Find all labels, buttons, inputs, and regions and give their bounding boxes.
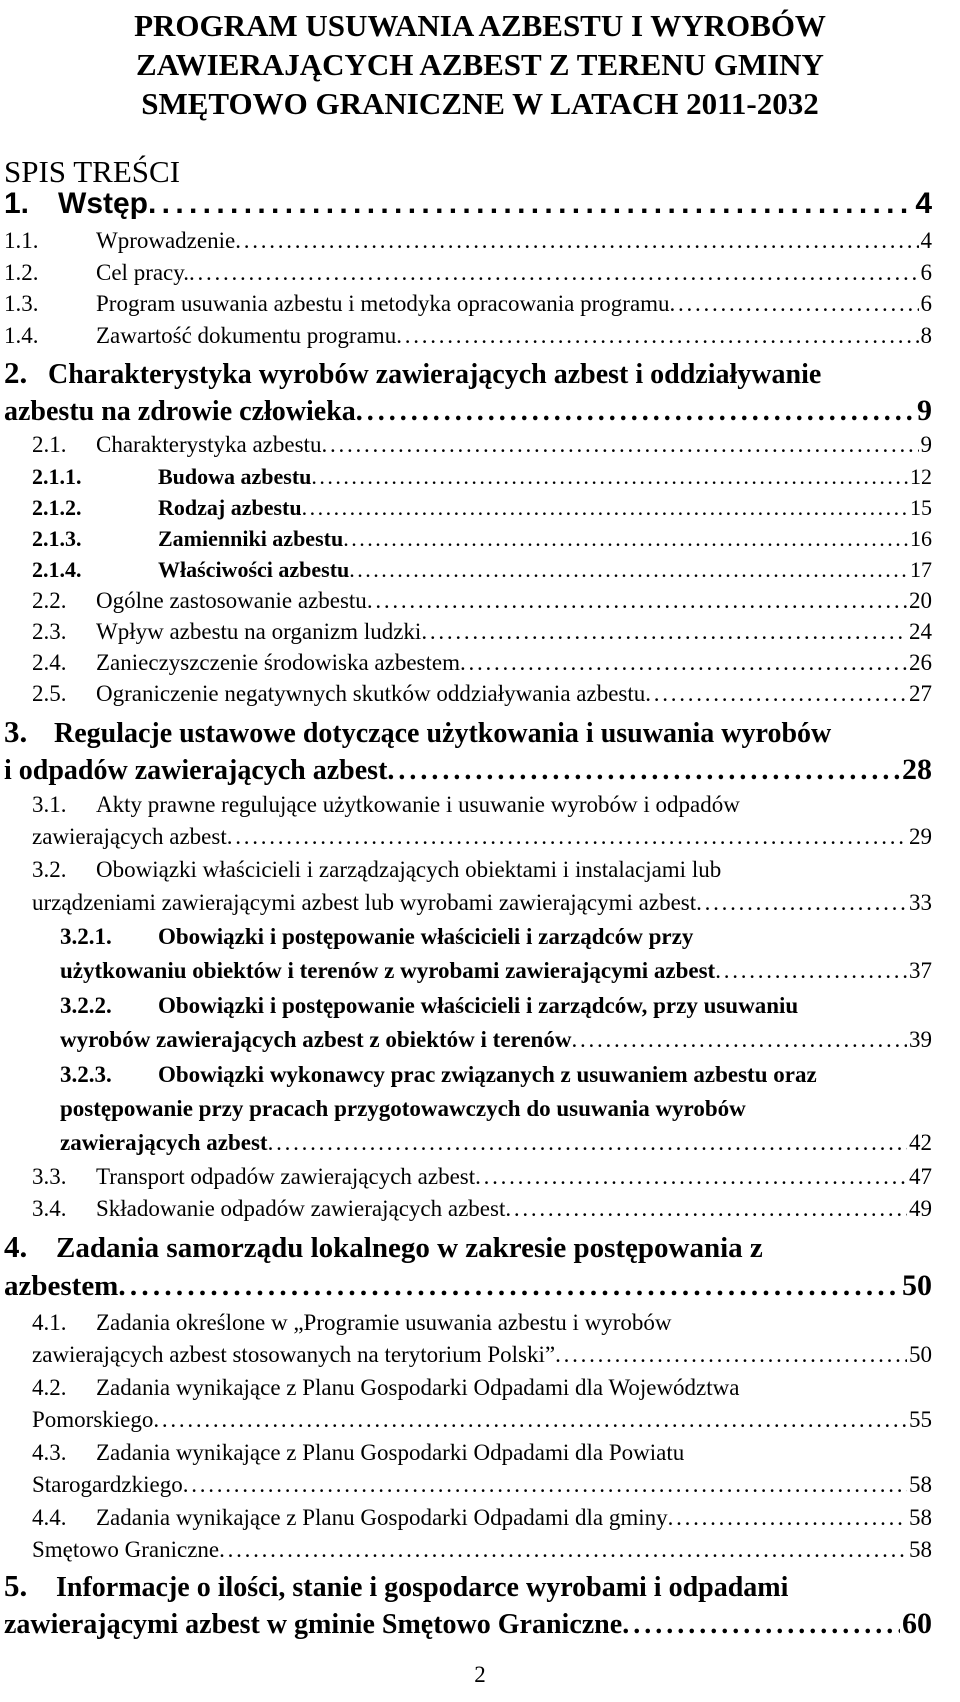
dot-leader bbox=[571, 1025, 907, 1054]
toc-entry-title: Ograniczenie negatywnych skutków oddziaływania azbestu bbox=[96, 681, 646, 706]
toc-entry-page: 37 bbox=[909, 958, 932, 983]
toc-entry-title-cont: zawierających azbest stosowanych na terytorium Polski” bbox=[32, 1342, 556, 1367]
toc-entry-title: Obowiązki i postępowanie właścicieli i zarządców przy bbox=[158, 924, 694, 949]
toc-entry-title: Cel pracy. bbox=[96, 260, 190, 285]
dot-leader bbox=[356, 394, 915, 430]
dot-leader bbox=[367, 587, 907, 614]
toc-entry-number: 2.1.3. bbox=[32, 526, 82, 551]
page-number: 2 bbox=[474, 1662, 486, 1687]
toc-entry[interactable] bbox=[32, 889, 932, 916]
toc-entry-title: Zawartość dokumentu programu bbox=[96, 323, 397, 348]
toc-entry[interactable] bbox=[32, 587, 932, 614]
dot-leader bbox=[219, 1536, 907, 1563]
toc-entry-page: 17 bbox=[910, 557, 932, 582]
toc-entry[interactable] bbox=[32, 525, 932, 552]
toc-entry[interactable] bbox=[32, 1471, 932, 1498]
toc-entry-page: 15 bbox=[910, 495, 932, 520]
toc-entry-title-cont: wyrobów zawierających azbest z obiektów i terenów bbox=[60, 1027, 572, 1052]
toc-entry-line[interactable] bbox=[32, 1309, 671, 1336]
dot-leader bbox=[475, 1163, 907, 1190]
toc-entry-title: Akty prawne regulujące użytkowanie i usuwanie wyrobów i odpadów bbox=[96, 792, 740, 817]
toc-entry-page: 20 bbox=[909, 588, 932, 613]
toc-entry-title: Wprowadzenie bbox=[96, 228, 236, 253]
toc-entry-number: 3.2. bbox=[32, 857, 67, 882]
dot-leader bbox=[715, 956, 907, 985]
toc-entry-title: Charakterystyka azbestu bbox=[96, 432, 322, 457]
toc-entry[interactable] bbox=[32, 1195, 932, 1222]
toc-entry-number: 2.3. bbox=[32, 619, 67, 644]
toc-entry[interactable] bbox=[32, 1163, 932, 1190]
toc-entry-line[interactable] bbox=[60, 922, 693, 951]
dot-leader bbox=[302, 494, 908, 521]
toc-entry-title: Zadania wynikające z Planu Gospodarki Odpadami dla Województwa bbox=[96, 1375, 740, 1400]
toc-entry-page: 58 bbox=[909, 1505, 932, 1530]
toc-entry[interactable] bbox=[32, 1341, 932, 1368]
toc-entry-title-cont: postępowanie przy pracach przygotowawczych do usuwania wyrobów bbox=[60, 1096, 746, 1121]
toc-entry-title: Obowiązki właścicieli i zarządzających obiektami i instalacjami lub bbox=[96, 857, 722, 882]
toc-entry[interactable] bbox=[60, 1025, 932, 1054]
toc-entry[interactable] bbox=[60, 956, 932, 985]
toc-entry-page: 58 bbox=[909, 1537, 932, 1562]
toc-entry[interactable] bbox=[4, 1268, 932, 1304]
document-title: PROGRAM USUWANIA AZBESTU I WYROBÓW ZAWIERAJĄCYCH AZBEST Z TERENU GMINY SMĘTOWO GRANICZNE W LATACH 2011-2032 bbox=[134, 8, 826, 121]
dot-leader bbox=[622, 1607, 900, 1643]
toc-entry-title: Ogólne zastosowanie azbestu bbox=[96, 588, 367, 613]
toc-entry-line[interactable] bbox=[60, 1094, 746, 1123]
toc-entry-page: 27 bbox=[909, 681, 932, 706]
toc-entry-number: 2. bbox=[4, 355, 28, 390]
toc-entry-number: 1.4. bbox=[4, 323, 39, 348]
dot-leader bbox=[227, 823, 907, 850]
toc-entry-line[interactable] bbox=[32, 791, 740, 818]
toc-entry-title: Wstęp bbox=[58, 187, 148, 220]
toc-entry-number: 2.1. bbox=[32, 432, 67, 457]
dot-leader bbox=[460, 649, 907, 676]
toc-entry-page: 50 bbox=[909, 1342, 932, 1367]
toc-entry-line[interactable] bbox=[60, 1060, 817, 1089]
toc-entry-title: Transport odpadów zawierających azbest bbox=[96, 1164, 476, 1189]
dot-leader bbox=[396, 322, 918, 349]
toc-entry-title-cont: azbestem bbox=[4, 1270, 119, 1302]
toc-entry-line[interactable] bbox=[32, 1374, 739, 1401]
toc-entry[interactable] bbox=[32, 1504, 932, 1531]
toc-entry[interactable] bbox=[32, 463, 932, 490]
dot-leader bbox=[321, 431, 918, 458]
toc-entry-page: 47 bbox=[909, 1164, 932, 1189]
toc-entry-number: 4. bbox=[4, 1229, 28, 1264]
toc-entry-page: 6 bbox=[920, 291, 932, 316]
toc-entry-title-cont: i odpadów zawierających azbest bbox=[4, 755, 388, 786]
toc-entry-number: 3.2.2. bbox=[60, 993, 112, 1018]
toc-entry-page: 42 bbox=[909, 1130, 932, 1155]
toc-entry-number: 3.2.1. bbox=[60, 924, 112, 949]
toc-entry[interactable] bbox=[32, 649, 932, 676]
toc-entry-number: 4.1. bbox=[32, 1310, 67, 1335]
toc-entry-number: 1.2. bbox=[4, 260, 39, 285]
dot-leader bbox=[311, 463, 908, 490]
toc-entry-title-cont: Starogardzkiego bbox=[32, 1472, 183, 1497]
toc-entry-number: 2.1.2. bbox=[32, 495, 82, 520]
toc-entry[interactable] bbox=[4, 393, 932, 430]
toc-entry-title-cont: Pomorskiego bbox=[32, 1407, 154, 1432]
toc-entry-title: Zamienniki azbestu bbox=[158, 526, 344, 551]
toc-entry-number: 3.2.3. bbox=[60, 1062, 112, 1087]
toc-entry-title: Program usuwania azbestu i metodyka opracowania programu bbox=[96, 291, 670, 316]
toc-entry-page: 8 bbox=[920, 323, 932, 348]
dot-leader bbox=[118, 1268, 900, 1304]
toc-entry-page: 29 bbox=[909, 824, 932, 849]
dot-leader bbox=[645, 680, 907, 707]
toc-entry-number: 3.4. bbox=[32, 1196, 67, 1221]
dot-leader bbox=[153, 1406, 907, 1433]
toc-entry-title: Obowiązki i postępowanie właścicieli i zarządców, przy usuwaniu bbox=[158, 993, 799, 1018]
dot-leader bbox=[505, 1195, 907, 1222]
toc-entry-number: 2.1.1. bbox=[32, 464, 82, 489]
toc-entry[interactable] bbox=[4, 290, 932, 317]
toc-entry-number: 1. bbox=[4, 187, 30, 220]
toc-entry-title: Regulacje ustawowe dotyczące użytkowania i usuwania wyrobów bbox=[54, 718, 832, 749]
toc-entry-number: 1.3. bbox=[4, 291, 39, 316]
toc-entry-title: Smętowo Graniczne bbox=[32, 1537, 220, 1562]
toc-entry-title-cont: zawierających azbest bbox=[60, 1130, 268, 1155]
toc-entry[interactable] bbox=[60, 1128, 932, 1157]
toc-entry-title: Zadania wynikające z Planu Gospodarki Odpadami dla gminy bbox=[96, 1505, 668, 1530]
toc-entry-number: 3. bbox=[4, 714, 28, 749]
toc-entry-number: 5. bbox=[4, 1568, 28, 1603]
toc-entry-page: 58 bbox=[909, 1472, 932, 1497]
toc-entry[interactable] bbox=[32, 618, 932, 645]
toc-entry-number: 3.3. bbox=[32, 1164, 67, 1189]
toc-entry-page: 39 bbox=[909, 1027, 932, 1052]
toc-entry[interactable] bbox=[4, 259, 932, 286]
toc-entry-page: 12 bbox=[910, 464, 932, 489]
dot-leader bbox=[555, 1341, 907, 1368]
toc-entry-line[interactable] bbox=[4, 1568, 788, 1606]
toc-entry-page: 4 bbox=[915, 187, 932, 220]
toc-entry-line[interactable] bbox=[4, 355, 821, 393]
toc-entry[interactable] bbox=[4, 186, 932, 222]
toc-entry-page: 6 bbox=[920, 260, 932, 285]
toc-entry-number: 2.2. bbox=[32, 588, 67, 613]
dot-leader bbox=[387, 753, 900, 789]
toc-entry-number: 3.1. bbox=[32, 792, 67, 817]
dot-leader bbox=[343, 525, 908, 552]
toc-entry-title: Informacje o ilości, stanie i gospodarce wyrobami i odpadami bbox=[56, 1572, 789, 1603]
dot-leader bbox=[268, 1128, 907, 1157]
dot-leader bbox=[183, 1471, 907, 1498]
toc-entry-title-cont: urządzeniami zawierającymi azbest lub wyrobami zawierającymi azbest bbox=[32, 890, 697, 915]
toc-entry-title-cont: azbestu na zdrowie człowieka bbox=[4, 396, 356, 427]
dot-leader bbox=[349, 556, 908, 583]
toc-entry-page: 16 bbox=[910, 526, 932, 551]
dot-leader bbox=[189, 259, 918, 286]
toc-entry-page: 9 bbox=[917, 394, 932, 427]
toc-entry-page: 26 bbox=[909, 650, 932, 675]
toc-entry-title-cont: użytkowaniu obiektów i terenów z wyrobami zawierającymi azbest bbox=[60, 958, 716, 983]
toc-entry-line[interactable] bbox=[32, 1439, 684, 1466]
toc-entry[interactable] bbox=[4, 322, 932, 349]
toc-entry-title: Charakterystyka wyrobów zawierających azbest i oddziaływanie bbox=[48, 359, 822, 390]
toc-entry-line[interactable] bbox=[60, 991, 798, 1020]
toc-entry-page: 24 bbox=[909, 619, 932, 644]
toc-entry-page: 33 bbox=[909, 890, 932, 915]
toc-entry-title: Obowiązki wykonawcy prac związanych z usuwaniem azbestu oraz bbox=[158, 1062, 817, 1087]
toc-entry-number: 2.4. bbox=[32, 650, 67, 675]
toc-entry-title: Rodzaj azbestu bbox=[158, 495, 302, 520]
toc-entry-number: 4.4. bbox=[32, 1505, 67, 1530]
toc-entry[interactable] bbox=[32, 1536, 932, 1563]
dot-leader bbox=[668, 1504, 907, 1531]
toc-entry-number: 4.3. bbox=[32, 1440, 67, 1465]
toc-heading: SPIS TREŚCI bbox=[4, 154, 181, 189]
toc-entry-number: 2.1.4. bbox=[32, 557, 82, 582]
toc-entry[interactable] bbox=[32, 556, 932, 583]
toc-entry[interactable] bbox=[4, 227, 932, 254]
toc-entry[interactable] bbox=[32, 823, 932, 850]
toc-entry-number: 2.5. bbox=[32, 681, 67, 706]
toc-entry-line[interactable] bbox=[4, 714, 831, 752]
toc-entry-number: 4.2. bbox=[32, 1375, 67, 1400]
toc-entry-number: 1.1. bbox=[4, 228, 39, 253]
toc-entry-line[interactable] bbox=[4, 1229, 763, 1266]
toc-entry-line[interactable] bbox=[32, 856, 721, 883]
toc-entry[interactable] bbox=[32, 431, 932, 458]
dot-leader bbox=[696, 889, 907, 916]
toc-entry-title: Zadania określone w „Programie usuwania azbestu i wyrobów bbox=[96, 1310, 672, 1335]
toc-entry-title: Zadania wynikające z Planu Gospodarki Odpadami dla Powiatu bbox=[96, 1440, 685, 1465]
toc-entry-page: 9 bbox=[920, 432, 932, 457]
toc-entry-page: 55 bbox=[909, 1407, 932, 1432]
toc-entry[interactable] bbox=[4, 1606, 932, 1643]
toc-entry-title: Wpływ azbestu na organizm ludzki bbox=[96, 619, 422, 644]
toc-entry-page: 50 bbox=[902, 1269, 932, 1302]
toc-entry-title: Właściwości azbestu bbox=[158, 557, 350, 582]
dot-leader bbox=[670, 290, 919, 317]
toc-entry[interactable] bbox=[32, 1406, 932, 1433]
toc-entry-title-cont: zawierającymi azbest w gminie Smętowo Graniczne bbox=[4, 1609, 623, 1640]
dot-leader bbox=[421, 618, 907, 645]
toc-entry-title: Budowa azbestu bbox=[158, 464, 312, 489]
dot-leader bbox=[148, 186, 913, 222]
toc-entry-page: 60 bbox=[902, 1607, 932, 1640]
toc-entry-title: Zadania samorządu lokalnego w zakresie postępowania z bbox=[56, 1232, 763, 1264]
toc-entry-page: 49 bbox=[909, 1196, 932, 1221]
toc-entry-title: Składowanie odpadów zawierających azbest bbox=[96, 1196, 506, 1221]
toc-entry-page: 4 bbox=[920, 228, 932, 253]
toc-entry[interactable] bbox=[32, 494, 932, 521]
toc-entry[interactable] bbox=[32, 680, 932, 707]
dot-leader bbox=[235, 227, 918, 254]
toc-entry-page: 28 bbox=[902, 753, 932, 786]
toc-entry[interactable] bbox=[4, 752, 932, 789]
toc-entry-title: Zanieczyszczenie środowiska azbestem bbox=[96, 650, 460, 675]
toc-entry-title-cont: zawierających azbest bbox=[32, 824, 227, 849]
